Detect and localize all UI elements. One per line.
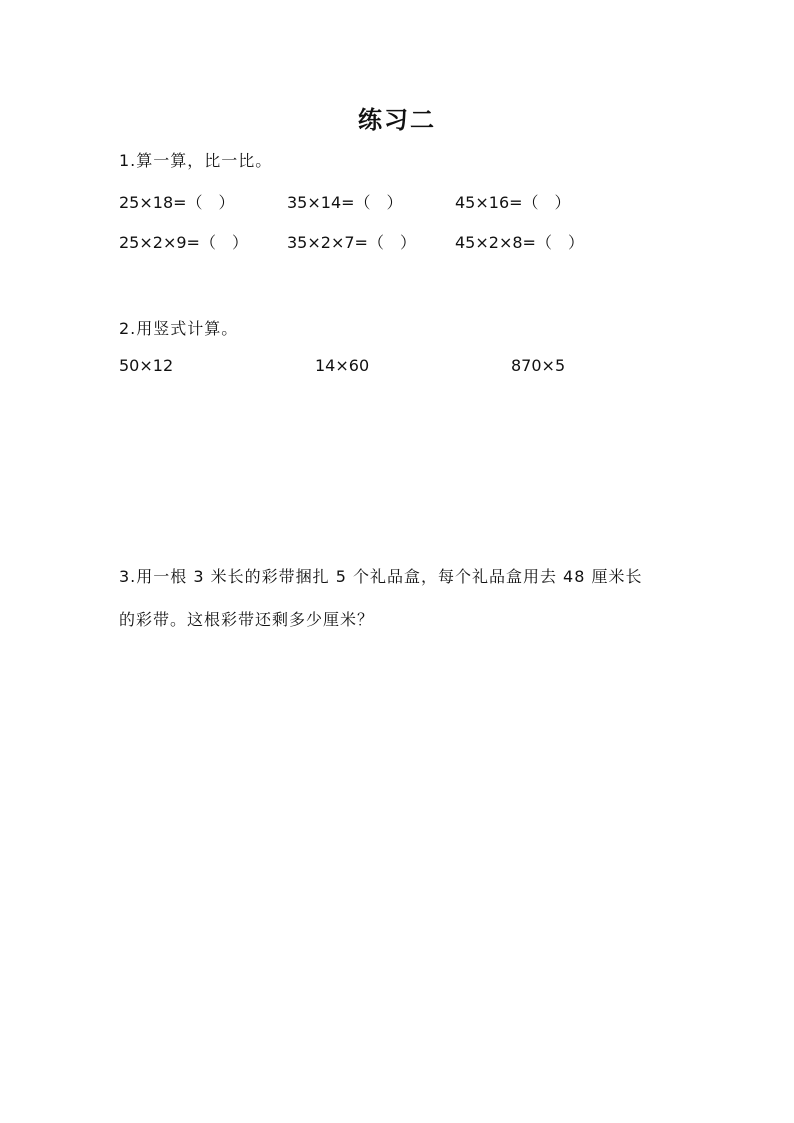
vertical-calc-870x5: 870×5 (511, 356, 566, 375)
question-3-line-1: 3.用一根 3 米长的彩带捆扎 5 个礼品盒，每个礼品盒用去 48 厘米长 (119, 567, 643, 586)
vertical-calc-14x60: 14×60 (315, 356, 370, 375)
expression-25x2x9: 25×2×9=（ ） (119, 233, 248, 252)
expression-35x14: 35×14=（ ） (287, 193, 403, 212)
expression-45x16: 45×16=（ ） (455, 193, 571, 212)
question-3-line-2: 的彩带。这根彩带还剩多少厘米？ (119, 610, 375, 629)
expression-25x18: 25×18=（ ） (119, 193, 235, 212)
expression-35x2x7: 35×2×7=（ ） (287, 233, 416, 252)
question-1-heading: 1.算一算，比一比。 (119, 151, 273, 170)
vertical-calc-50x12: 50×12 (119, 356, 174, 375)
question-2-heading: 2.用竖式计算。 (119, 319, 239, 338)
page-title: 练习二 (358, 105, 436, 134)
expression-45x2x8: 45×2×8=（ ） (455, 233, 584, 252)
